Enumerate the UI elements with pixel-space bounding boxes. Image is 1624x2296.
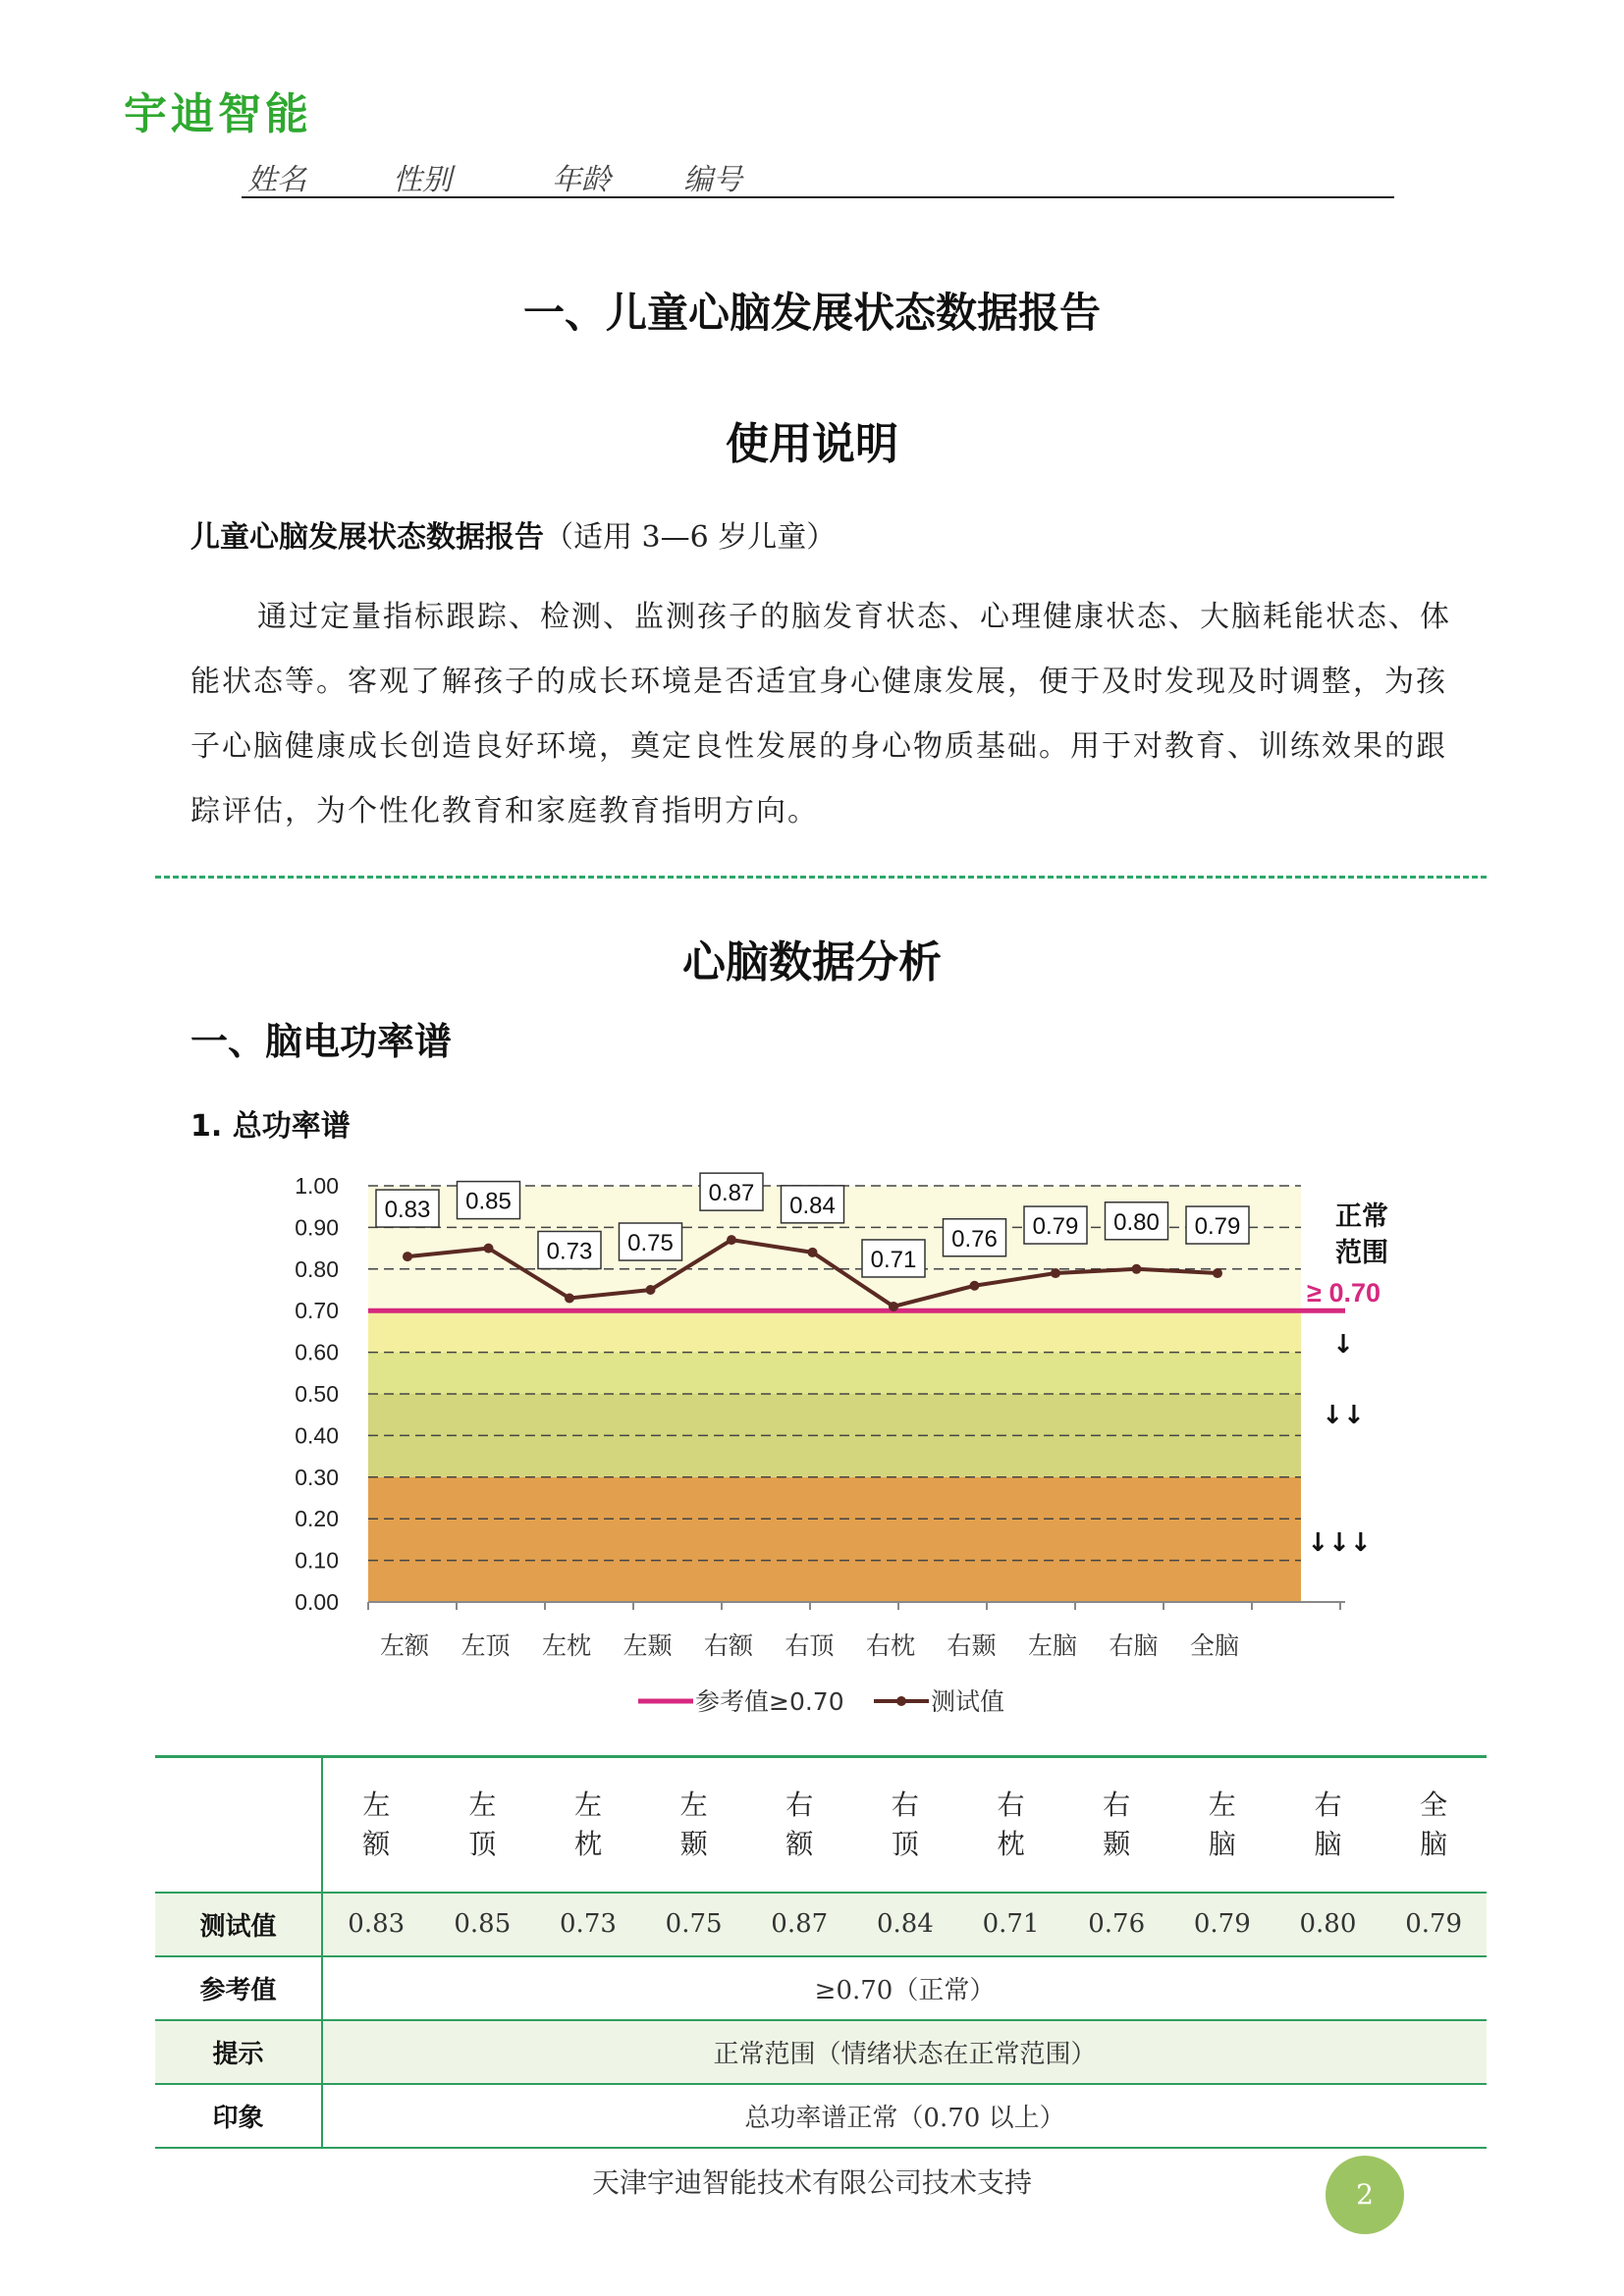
y-tick-label: 0.60	[295, 1339, 339, 1365]
y-tick-label: 0.30	[295, 1464, 339, 1490]
data-label: 0.79	[1194, 1213, 1241, 1241]
row-label-test: 测试值	[155, 1893, 322, 1956]
column-header: 左 顶	[430, 1757, 536, 1893]
y-tick-label: 0.80	[295, 1255, 339, 1282]
page-number-badge: 2	[1326, 2156, 1404, 2234]
age-field-label: 年龄	[552, 163, 611, 197]
data-point	[565, 1293, 574, 1303]
x-tick-label: 右颞	[947, 1631, 997, 1660]
data-point	[403, 1252, 412, 1261]
data-label: 0.80	[1113, 1208, 1160, 1236]
column-header: 左 额	[322, 1757, 430, 1893]
column-header: 右 脑	[1275, 1757, 1381, 1893]
band-rect	[368, 1310, 1301, 1352]
column-header: 右 枕	[958, 1757, 1064, 1893]
x-tick-label: 左枕	[541, 1631, 592, 1660]
x-tick-label: 右顶	[785, 1631, 835, 1660]
table-row-impression	[155, 2084, 1487, 2148]
section-title-eeg: 一、脑电功率谱	[190, 1020, 453, 1063]
column-header: 右 额	[746, 1757, 852, 1893]
ref-value: ≥0.70（正常）	[322, 1956, 1487, 2020]
data-point	[646, 1285, 656, 1295]
data-point	[808, 1248, 818, 1257]
data-label: 0.71	[870, 1246, 917, 1273]
x-tick-label: 左额	[379, 1631, 430, 1660]
x-tick-label: 全脑	[1189, 1631, 1240, 1660]
id-field-label: 编号	[683, 163, 742, 197]
data-point	[1051, 1268, 1060, 1278]
usage-description: 通过定量指标跟踪、检测、监测孩子的脑发育状态、心理健康状态、大脑耗能状态、体能状态等。客观了解孩子的成长环境是否适宜身心健康发展，便于及时发现及时调整，为孩子心脑健康成长创造良好环境，奠定良性发展的身心物质基础。用于对教育、训练效果的跟踪评估，为个性化教育和家庭教育指明方向。	[190, 600, 1451, 828]
legend-test-marker	[896, 1696, 906, 1706]
y-tick-label: 0.20	[295, 1506, 339, 1532]
table-row-hint	[155, 2020, 1487, 2084]
impression-value: 总功率谱正常（0.70 以上）	[322, 2084, 1487, 2148]
test-value-cell: 0.71	[958, 1893, 1064, 1956]
data-label: 0.85	[465, 1188, 512, 1215]
x-tick-label: 右额	[703, 1631, 754, 1660]
table-row-test	[155, 1893, 1487, 1956]
column-header: 左 颞	[641, 1757, 747, 1893]
table-header-row	[155, 1757, 1487, 1893]
usage-subtitle-age: （适用 3—6 岁儿童）	[544, 520, 837, 555]
y-tick-label: 1.00	[295, 1173, 339, 1199]
y-tick-label: 0.50	[295, 1381, 339, 1407]
x-tick-label: 右脑	[1109, 1631, 1159, 1660]
power-spectrum-chart	[265, 1158, 1394, 1737]
y-tick-label: 0.40	[295, 1422, 339, 1449]
analysis-title: 心脑数据分析	[682, 937, 942, 988]
threshold-label: ≥ 0.70	[1307, 1278, 1380, 1308]
column-header: 左 脑	[1169, 1757, 1275, 1893]
data-point	[1132, 1264, 1142, 1274]
test-value-cell: 0.85	[430, 1893, 536, 1956]
usage-subtitle	[190, 512, 836, 556]
x-tick-label: 右枕	[865, 1631, 916, 1660]
data-point	[727, 1235, 736, 1245]
table-row-ref	[155, 1956, 1487, 2020]
test-value-cell: 0.75	[641, 1893, 747, 1956]
data-label: 0.79	[1032, 1213, 1079, 1241]
test-value-cell: 0.80	[1275, 1893, 1381, 1956]
hint-value: 正常范围（情绪状态在正常范围）	[322, 2020, 1487, 2084]
data-label: 0.84	[789, 1192, 836, 1219]
data-label: 0.75	[627, 1230, 674, 1256]
y-tick-label: 0.00	[295, 1589, 339, 1615]
report-title: 一、儿童心脑发展状态数据报告	[522, 289, 1101, 337]
x-tick-label: 左颞	[623, 1631, 673, 1660]
x-tick-label: 左脑	[1027, 1631, 1078, 1660]
test-value-cell: 0.79	[1380, 1893, 1487, 1956]
subsection-title-total-power: 1. 总功率谱	[190, 1109, 351, 1144]
test-value-cell: 0.73	[535, 1893, 641, 1956]
name-field-label: 姓名	[247, 163, 306, 197]
data-point	[484, 1244, 494, 1254]
data-label: 0.83	[384, 1197, 431, 1224]
patient-info-line	[242, 155, 1394, 198]
y-tick-label: 0.70	[295, 1298, 339, 1324]
y-tick-label: 0.90	[295, 1214, 339, 1241]
section-divider	[155, 876, 1487, 879]
band-rect	[368, 1353, 1301, 1394]
normal-range-label: 范围	[1335, 1238, 1388, 1268]
test-value-cell: 0.76	[1063, 1893, 1169, 1956]
data-point	[889, 1302, 898, 1311]
row-label-impression: 印象	[155, 2084, 322, 2148]
company-logo: 宇迪智能	[124, 89, 312, 139]
gender-field-label: 性别	[393, 163, 452, 197]
row-label-hint: 提示	[155, 2020, 322, 2084]
usage-title: 使用说明	[726, 419, 898, 469]
arrow-down-icon: ↓↓↓	[1307, 1528, 1372, 1558]
test-value-cell: 0.84	[852, 1893, 958, 1956]
test-value-cell: 0.87	[746, 1893, 852, 1956]
data-label: 0.73	[546, 1238, 593, 1265]
legend-test-label: 测试值	[931, 1687, 1005, 1716]
data-label: 0.76	[951, 1225, 998, 1253]
y-tick-label: 0.10	[295, 1547, 339, 1574]
test-value-cell: 0.79	[1169, 1893, 1275, 1956]
row-label-ref: 参考值	[155, 1956, 322, 2020]
band-rect	[368, 1477, 1301, 1602]
footer-text: 天津宇迪智能技术有限公司技术支持	[591, 2166, 1032, 2199]
power-spectrum-table	[155, 1755, 1487, 2149]
column-header: 左 枕	[535, 1757, 641, 1893]
column-header: 右 颞	[1063, 1757, 1169, 1893]
column-header: 全 脑	[1380, 1757, 1487, 1893]
normal-range-label: 正常	[1335, 1201, 1388, 1232]
usage-subtitle-bold: 儿童心脑发展状态数据报告	[190, 520, 544, 555]
arrow-down-icon: ↓	[1332, 1330, 1354, 1360]
data-point	[1213, 1268, 1222, 1278]
data-label: 0.87	[708, 1180, 755, 1207]
data-point	[970, 1281, 980, 1291]
test-value-cell: 0.83	[322, 1893, 430, 1956]
table-corner-cell	[155, 1757, 322, 1893]
arrow-down-icon: ↓↓	[1322, 1401, 1365, 1430]
x-tick-label: 左顶	[460, 1631, 511, 1660]
column-header: 右 顶	[852, 1757, 958, 1893]
legend-ref-label: 参考值≥0.70	[695, 1687, 844, 1716]
